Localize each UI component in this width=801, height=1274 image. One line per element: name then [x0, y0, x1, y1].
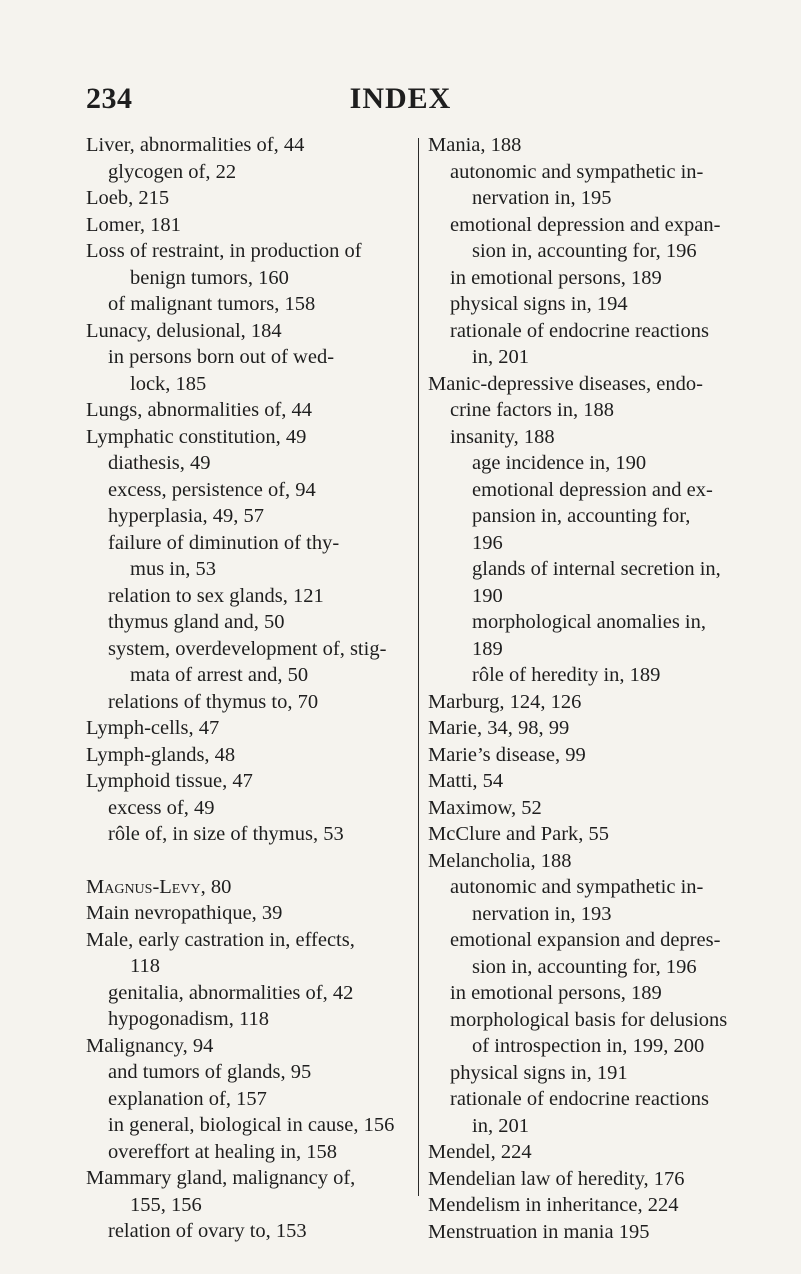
index-entry: physical signs in, 194 [450, 293, 628, 315]
index-entry: lock, 185 [130, 372, 207, 395]
index-entry: mata of arrest and, 50 [130, 664, 309, 686]
column-divider [418, 138, 419, 1196]
index-entry: Lungs, abnormalities of, 44 [86, 399, 313, 421]
index-entry: rôle of, in size of thymus, 53 [108, 823, 344, 845]
index-entry: diathesis, 49 [108, 452, 211, 474]
index-entry: rôle of heredity in, 189 [472, 664, 661, 686]
index-entry: Menstruation in mania 195 [428, 1220, 650, 1243]
index-entry: autonomic and sympathetic in- [450, 876, 704, 898]
index-entry: relations of thymus to, 70 [108, 690, 319, 713]
index-entry: in emotional persons, 189 [450, 266, 662, 289]
index-entry: overeffort at healing in, 158 [108, 1140, 338, 1163]
index-entry: Malignancy, 94 [86, 1034, 214, 1057]
index-entry: in, 201 [472, 346, 529, 368]
index-entry: Lymphoid tissue, 47 [86, 770, 253, 792]
page-title: INDEX [349, 82, 452, 115]
page-number: 234 [86, 82, 133, 115]
index-entry: Male, early castration in, effects, [86, 928, 355, 951]
index-entry: hyperplasia, 49, 57 [108, 505, 264, 527]
index-entry: Mammary gland, malignancy of, [86, 1167, 356, 1189]
index-entry: Marie, 34, 98, 99 [428, 717, 570, 739]
index-entry: emotional expansion and depres- [450, 929, 721, 951]
index-entry: of introspection in, 199, 200 [472, 1035, 705, 1057]
index-entry: Mendelian law of heredity, 176 [428, 1167, 685, 1190]
index-entry: rationale of endocrine reactions [450, 319, 709, 342]
index-entry: morphological basis for delusions [450, 1008, 728, 1031]
index-entry: autonomic and sympathetic in- [450, 160, 704, 183]
index-entry: in general, biological in cause, 156 [108, 1114, 395, 1136]
index-entry: Lomer, 181 [86, 213, 181, 236]
index-entry: Loeb, 215 [86, 187, 170, 209]
index-entry: Marburg, 124, 126 [428, 690, 582, 713]
index-entry: of malignant tumors, 158 [108, 293, 316, 315]
index-entry: thymus gland and, 50 [108, 611, 285, 633]
index-entry: in emotional persons, 189 [450, 982, 662, 1004]
index-entry: hypogonadism, 118 [108, 1008, 269, 1030]
index-entry: crine factors in, 188 [450, 399, 614, 421]
index-entry: physical signs in, 191 [450, 1061, 628, 1084]
index-entry: sion in, accounting for, 196 [472, 240, 697, 262]
index-entry: in, 201 [472, 1114, 529, 1137]
index-entry: age incidence in, 190 [472, 452, 647, 474]
index-entry: Lymphatic constitution, 49 [86, 425, 307, 448]
index-entry: and tumors of glands, 95 [108, 1061, 312, 1083]
index-entry: Main nevropathique, 39 [86, 902, 283, 924]
index-entry: emotional depression and ex- [472, 478, 713, 501]
index-entry: Loss of restraint, in production of [86, 240, 362, 262]
index-entry: Maximow, 52 [428, 796, 542, 819]
index-entry: explanation of, 157 [108, 1087, 267, 1110]
index-entry: in persons born out of wed- [108, 346, 335, 368]
index-entry: nervation in, 195 [472, 187, 612, 209]
index-entry: Marie’s disease, 99 [428, 743, 586, 766]
index-column-right [428, 132, 764, 1245]
index-entry: nervation in, 193 [472, 902, 612, 925]
index-entry: 118 [130, 955, 160, 977]
index-entry: Melancholia, 188 [428, 849, 572, 872]
index-entry: insanity, 188 [450, 425, 555, 448]
index-entry: Magnus-Levy, 80 [86, 875, 232, 898]
index-entry: Lymph-cells, 47 [86, 717, 220, 739]
index-entry: 189 [472, 637, 503, 660]
index-entry: excess, persistence of, 94 [108, 478, 316, 501]
index-entry: pansion in, accounting for, [472, 505, 691, 527]
index-entry: Mania, 188 [428, 134, 522, 156]
index-entry: Manic-depressive diseases, endo- [428, 372, 703, 395]
index-entry: Matti, 54 [428, 770, 504, 792]
index-entry: 190 [472, 584, 503, 607]
index-entry: failure of diminution of thy- [108, 531, 340, 554]
index-entry: 155, 156 [130, 1193, 202, 1216]
index-entry: system, overdevelopment of, stig- [108, 637, 387, 660]
index-entry: morphological anomalies in, [472, 611, 706, 633]
index-entry: relation to sex glands, 121 [108, 584, 324, 607]
index-entry: rationale of endocrine reactions [450, 1088, 709, 1110]
index-entry: glycogen of, 22 [108, 160, 237, 183]
index-entry: relation of ovary to, 153 [108, 1220, 307, 1242]
index-entry: Lunacy, delusional, 184 [86, 319, 282, 342]
index-column-left [86, 132, 406, 1245]
index-entry: benign tumors, 160 [130, 266, 289, 289]
index-entry: sion in, accounting for, 196 [472, 955, 697, 978]
index-entry: McClure and Park, 55 [428, 823, 610, 845]
index-entry: 196 [472, 531, 503, 554]
index-entry: glands of internal secretion in, [472, 558, 721, 580]
index-entry: mus in, 53 [130, 558, 216, 580]
index-entry: Mendelism in inheritance, 224 [428, 1194, 679, 1216]
index-entry: Liver, abnormalities of, 44 [86, 134, 305, 156]
index-entry: emotional depression and expan- [450, 213, 721, 236]
index-entry: Lymph-glands, 48 [86, 743, 236, 766]
index-entry: Mendel, 224 [428, 1141, 532, 1163]
index-entry: excess of, 49 [108, 796, 215, 819]
index-entry: genitalia, abnormalities of, 42 [108, 981, 354, 1004]
